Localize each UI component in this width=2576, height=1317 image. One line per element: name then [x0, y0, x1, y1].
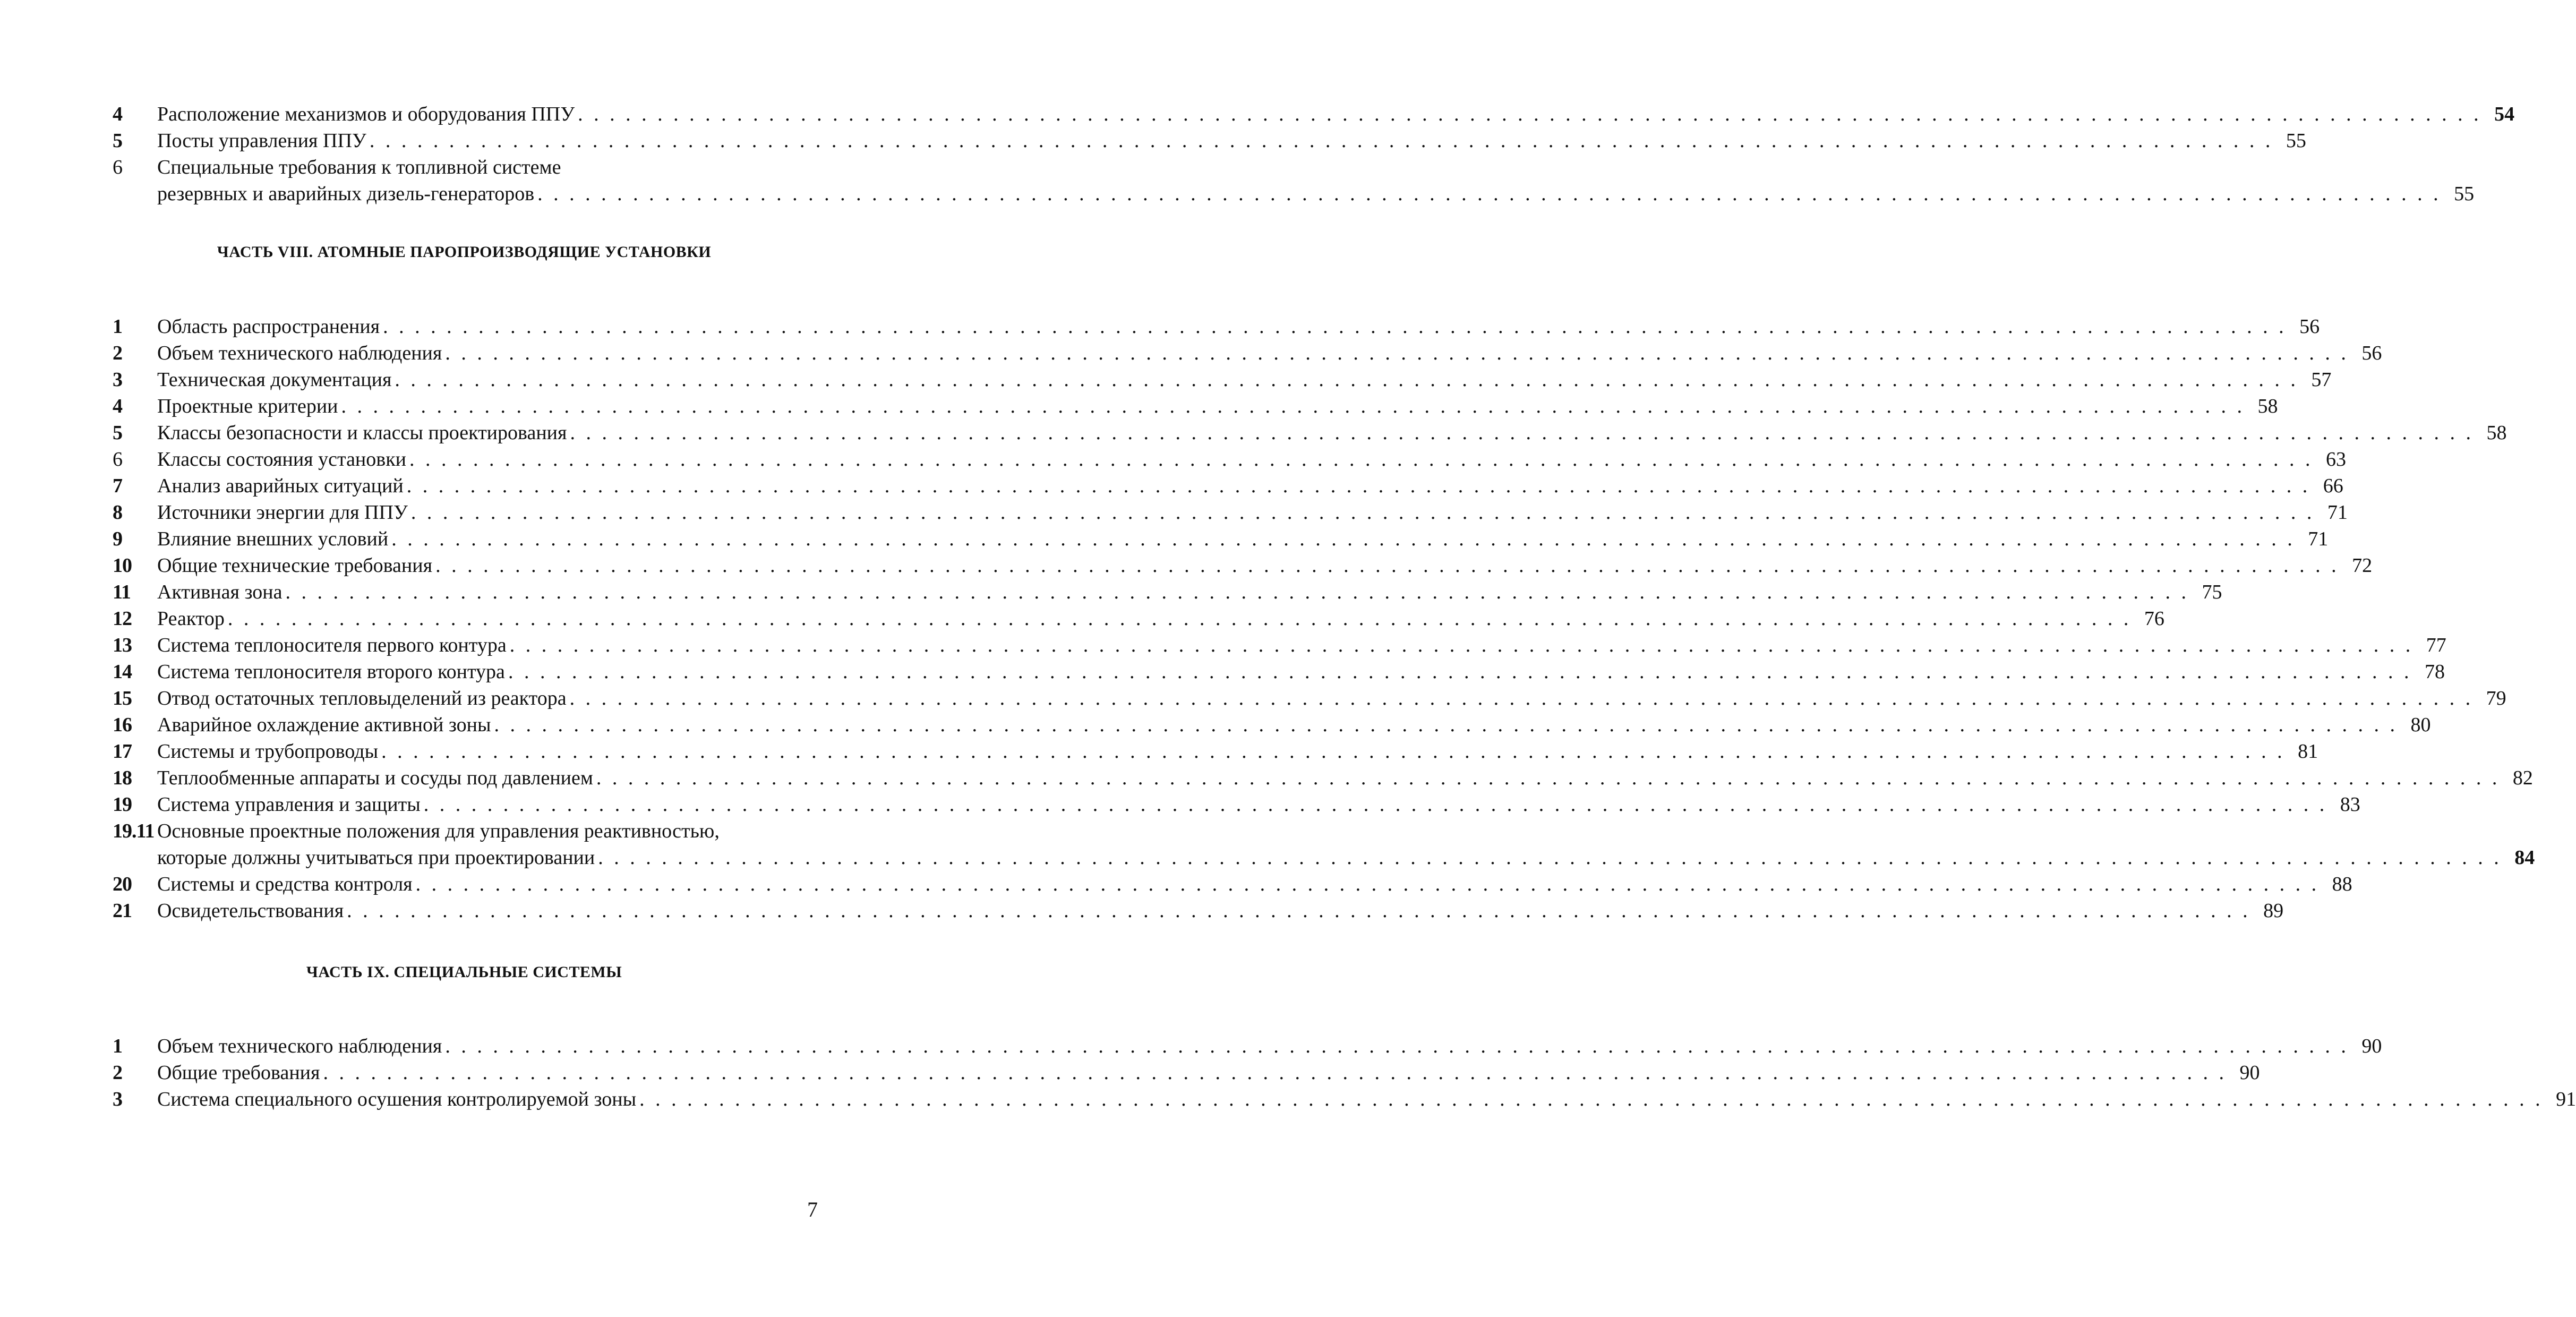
- toc-entry: [113, 526, 2329, 552]
- toc-entry-title-cell: [157, 499, 2315, 526]
- dot-leader: . . . . . . . . . . . . . . . . . . . . . . . . . . . . . . . . . . . . . . . . . . . . . . . . . . . . . . . . . . . . . . . . . . . . . . . . . . . . . . . . . . . . . . . . . . . . . . . . . . . . . . . . . . . . . . . . . . . . . . . .: [406, 475, 2310, 497]
- toc-entry-title: Система специального осушения контролируемой зоны: [157, 1088, 637, 1110]
- toc-entry-title-cell: [157, 181, 2441, 207]
- toc-entry-page: 88: [2332, 873, 2352, 895]
- toc-entry-title: резервных и аварийных дизель-генераторов: [157, 183, 535, 205]
- toc-entry: [113, 154, 819, 181]
- toc-entry-page: 58: [2486, 422, 2507, 444]
- toc-entry: [113, 420, 2507, 446]
- toc-entry-title: Посты управления ППУ: [157, 130, 366, 152]
- toc-entry-page: 56: [2361, 342, 2382, 364]
- toc-entry-page: 63: [2326, 448, 2347, 471]
- toc-entry-title: Аварийное охлаждение активной зоны: [157, 714, 491, 736]
- toc-entry-page: 55: [2454, 183, 2475, 205]
- dot-leader: . . . . . . . . . . . . . . . . . . . . . . . . . . . . . . . . . . . . . . . . . . . . . . . . . . . . . . . . . . . . . . . . . . . . . . . . . . . . . . . . . . . . . . . . . . . . . . . . . . . . . . . . . . . . . . . . . . . . . . . .: [537, 183, 2442, 205]
- dot-leader: . . . . . . . . . . . . . . . . . . . . . . . . . . . . . . . . . . . . . . . . . . . . . . . . . . . . . . . . . . . . . . . . . . . . . . . . . . . . . . . . . . . . . . . . . . . . . . . . . . . . . . . . . . . . . . . . . . . . . . . .: [445, 1035, 2349, 1057]
- toc-entry-title: Системы и трубопроводы: [157, 740, 379, 763]
- toc-entry-number: 5: [113, 422, 122, 444]
- toc-entry-title: Специальные требования к топливной системе: [157, 156, 561, 178]
- toc-entry-page: 90: [2239, 1062, 2260, 1084]
- toc-entry-page: 89: [2263, 900, 2284, 922]
- toc-entry-title: Отвод остаточных тепловыделений из реактора: [157, 687, 567, 709]
- toc-entry-number: 11: [113, 581, 131, 603]
- dot-leader: . . . . . . . . . . . . . . . . . . . . . . . . . . . . . . . . . . . . . . . . . . . . . . . . . . . . . . . . . . . . . . . . . . . . . . . . . . . . . . . . . . . . . . . . . . . . . . . . . . . . . . . . . . . . . . . . . . . . . . . .: [341, 395, 2245, 417]
- dot-leader: . . . . . . . . . . . . . . . . . . . . . . . . . . . . . . . . . . . . . . . . . . . . . . . . . . . . . . . . . . . . . . . . . . . . . . . . . . . . . . . . . . . . . . . . . . . . . . . . . . . . . . . . . . . . . . . . . . . . . . . .: [227, 608, 2132, 630]
- toc-entry-title: Объем технического наблюдения: [157, 342, 442, 364]
- toc-entry-number: 3: [113, 1088, 122, 1110]
- toc-entry-title: Основные проектные положения для управления реактивностью,: [157, 820, 720, 842]
- toc-entry-title-cell: [157, 420, 2474, 446]
- part8-heading: ЧАСТЬ VIII. АТОМНЫЕ ПАРОПРОИЗВОДЯЩИЕ УСТАНОВКИ: [217, 243, 712, 261]
- toc-entry: [113, 552, 2373, 579]
- toc-entry: [113, 1033, 2382, 1059]
- dot-leader: . . . . . . . . . . . . . . . . . . . . . . . . . . . . . . . . . . . . . . . . . . . . . . . . . . . . . . . . . . . . . . . . . . . . . . . . . . . . . . . . . . . . . . . . . . . . . . . . . . . . . . . . . . . . . . . . . . . . . . . .: [410, 501, 2315, 524]
- dot-leader: . . . . . . . . . . . . . . . . . . . . . . . . . . . . . . . . . . . . . . . . . . . . . . . . . . . . . . . . . . . . . . . . . . . . . . . . . . . . . . . . . . . . . . . . . . . . . . . . . . . . . . . . . . . . . . . . . . . . . . . .: [569, 687, 2474, 709]
- toc-entry-title-cell: [157, 154, 786, 181]
- dot-leader: . . . . . . . . . . . . . . . . . . . . . . . . . . . . . . . . . . . . . . . . . . . . . . . . . . . . . . . . . . . . . . . . . . . . . . . . . . . . . . . . . . . . . . . . . . . . . . . . . . . . . . . . . . . . . . . . . . . . . . . .: [391, 528, 2296, 550]
- toc-entry: [113, 844, 2535, 871]
- toc-entry-number: 1: [113, 315, 122, 338]
- toc-entry-number: 4: [113, 395, 122, 417]
- toc-entry-title-cell: [157, 446, 2313, 473]
- toc-entry: [113, 1059, 2260, 1086]
- toc-entry-title-cell: [157, 101, 2481, 127]
- toc-entry-number: 2: [113, 1062, 122, 1084]
- toc-entry-number: 20: [113, 873, 132, 895]
- dot-leader: . . . . . . . . . . . . . . . . . . . . . . . . . . . . . . . . . . . . . . . . . . . . . . . . . . . . . . . . . . . . . . . . . . . . . . . . . . . . . . . . . . . . . . . . . . . . . . . . . . . . . . . . . . . . . . . . . . . . . . . .: [415, 873, 2320, 895]
- toc-block-part8: [113, 313, 2535, 924]
- toc-entry-page: 71: [2327, 501, 2348, 524]
- toc-entry-title-cell: [157, 1059, 2227, 1086]
- toc-entry: [113, 127, 2306, 154]
- toc-entry-page: 72: [2352, 554, 2373, 577]
- toc-entry: [113, 685, 2506, 712]
- toc-entry-page: 76: [2144, 608, 2164, 630]
- toc-entry: [113, 818, 819, 844]
- toc-entry-title: Проектные критерии: [157, 395, 338, 417]
- toc-entry-number: 9: [113, 528, 122, 550]
- toc-entry-number: 19: [113, 793, 132, 816]
- toc-entry-number: 1: [113, 1035, 122, 1057]
- toc-entry-page: 83: [2340, 793, 2360, 816]
- toc-entry-title-cell: [157, 526, 2295, 552]
- dot-leader: . . . . . . . . . . . . . . . . . . . . . . . . . . . . . . . . . . . . . . . . . . . . . . . . . . . . . . . . . . . . . . . . . . . . . . . . . . . . . . . . . . . . . . . . . . . . . . . . . . . . . . . . . . . . . . . . . . . . . . . .: [323, 1062, 2227, 1084]
- toc-entry-page: 57: [2311, 369, 2332, 391]
- toc-entry-title-cell: [157, 685, 2474, 712]
- toc-entry-title-cell: [157, 1033, 2349, 1059]
- toc-entry-page: 55: [2286, 130, 2306, 152]
- toc-entry-title: Область распространения: [157, 315, 380, 338]
- toc-entry-number: 17: [113, 740, 132, 763]
- toc-block-part7-tail: [113, 101, 2515, 207]
- toc-entry: [113, 313, 2320, 340]
- toc-entry: [113, 181, 2475, 207]
- toc-entry: [113, 340, 2382, 366]
- toc-entry-title-cell: [157, 605, 2132, 632]
- toc-entry-number: 19.11: [113, 820, 155, 842]
- toc-entry: [113, 897, 2284, 924]
- toc-entry-title: Расположение механизмов и оборудования ППУ: [157, 103, 575, 125]
- toc-entry-title-cell: [157, 579, 2189, 605]
- toc-entry: [113, 393, 2278, 420]
- dot-leader: . . . . . . . . . . . . . . . . . . . . . . . . . . . . . . . . . . . . . . . . . . . . . . . . . . . . . . . . . . . . . . . . . . . . . . . . . . . . . . . . . . . . . . . . . . . . . . . . . . . . . . . . . . . . . . . . . . . . . . . .: [596, 767, 2500, 789]
- toc-entry-page: 81: [2298, 740, 2318, 763]
- toc-entry-title: Техническая документация: [157, 369, 392, 391]
- toc-entry-number: 6: [113, 448, 122, 471]
- toc-entry-page: 58: [2257, 395, 2278, 417]
- toc-entry-number: 8: [113, 501, 122, 524]
- dot-leader: . . . . . . . . . . . . . . . . . . . . . . . . . . . . . . . . . . . . . . . . . . . . . . . . . . . . . . . . . . . . . . . . . . . . . . . . . . . . . . . . . . . . . . . . . . . . . . . . . . . . . . . . . . . . . . . . . . . . . . . .: [570, 422, 2474, 444]
- toc-entry-title: Реактор: [157, 608, 225, 630]
- dot-leader: . . . . . . . . . . . . . . . . . . . . . . . . . . . . . . . . . . . . . . . . . . . . . . . . . . . . . . . . . . . . . . . . . . . . . . . . . . . . . . . . . . . . . . . . . . . . . . . . . . . . . . . . . . . . . . . . . . . . . . . .: [285, 581, 2189, 603]
- dot-leader: . . . . . . . . . . . . . . . . . . . . . . . . . . . . . . . . . . . . . . . . . . . . . . . . . . . . . . . . . . . . . . . . . . . . . . . . . . . . . . . . . . . . . . . . . . . . . . . . . . . . . . . . . . . . . . . . . . . . . . . .: [347, 900, 2251, 922]
- toc-entry-title-cell: [157, 844, 2502, 871]
- toc-entry: [113, 738, 2318, 765]
- toc-entry-title-cell: [157, 366, 2298, 393]
- toc-entry: [113, 765, 2533, 791]
- toc-entry: [113, 446, 2347, 473]
- toc-entry-title: Системы и средства контроля: [157, 873, 413, 895]
- dot-leader: . . . . . . . . . . . . . . . . . . . . . . . . . . . . . . . . . . . . . . . . . . . . . . . . . . . . . . . . . . . . . . . . . . . . . . . . . . . . . . . . . . . . . . . . . . . . . . . . . . . . . . . . . . . . . . . . . . . . . . . .: [409, 448, 2314, 471]
- dot-leader: . . . . . . . . . . . . . . . . . . . . . . . . . . . . . . . . . . . . . . . . . . . . . . . . . . . . . . . . . . . . . . . . . . . . . . . . . . . . . . . . . . . . . . . . . . . . . . . . . . . . . . . . . . . . . . . . . . . . . . . .: [383, 315, 2287, 338]
- dot-leader: . . . . . . . . . . . . . . . . . . . . . . . . . . . . . . . . . . . . . . . . . . . . . . . . . . . . . . . . . . . . . . . . . . . . . . . . . . . . . . . . . . . . . . . . . . . . . . . . . . . . . . . . . . . . . . . . . . . . . . . .: [423, 793, 2327, 816]
- toc-entry-title: Система управления и защиты: [157, 793, 421, 816]
- toc-entry-number: 16: [113, 714, 132, 736]
- dot-leader: . . . . . . . . . . . . . . . . . . . . . . . . . . . . . . . . . . . . . . . . . . . . . . . . . . . . . . . . . . . . . . . . . . . . . . . . . . . . . . . . . . . . . . . . . . . . . . . . . . . . . . . . . . . . . . . . . . . . . . . .: [508, 661, 2412, 683]
- toc-entry-page: 71: [2308, 528, 2329, 550]
- dot-leader: . . . . . . . . . . . . . . . . . . . . . . . . . . . . . . . . . . . . . . . . . . . . . . . . . . . . . . . . . . . . . . . . . . . . . . . . . . . . . . . . . . . . . . . . . . . . . . . . . . . . . . . . . . . . . . . . . . . . . . . .: [435, 554, 2340, 577]
- toc-entry: [113, 1086, 2576, 1113]
- toc-entry-title-cell: [157, 791, 2327, 818]
- toc-entry-number: 18: [113, 767, 132, 789]
- toc-entry: [113, 791, 2360, 818]
- toc-entry-title-cell: [157, 127, 2273, 154]
- toc-entry-title-cell: [157, 871, 2320, 897]
- toc-entry-title: Классы безопасности и классы проектирования: [157, 422, 567, 444]
- toc-entry-title-cell: [157, 738, 2285, 765]
- toc-entry-page: 82: [2512, 767, 2533, 789]
- toc-entry: [113, 366, 2332, 393]
- toc-entry: [113, 658, 2445, 685]
- toc-entry-title: Влияние внешних условий: [157, 528, 389, 550]
- toc-entry-number: 13: [113, 634, 132, 656]
- dot-leader: . . . . . . . . . . . . . . . . . . . . . . . . . . . . . . . . . . . . . . . . . . . . . . . . . . . . . . . . . . . . . . . . . . . . . . . . . . . . . . . . . . . . . . . . . . . . . . . . . . . . . . . . . . . . . . . . . . . . . . . .: [445, 342, 2349, 364]
- toc-entry-page: 91: [2556, 1088, 2576, 1110]
- toc-entry-page: 79: [2486, 687, 2506, 709]
- toc-entry-title-cell: [157, 393, 2245, 420]
- toc-entry-title-cell: [157, 897, 2250, 924]
- toc-entry: [113, 871, 2352, 897]
- toc-entry-title: Система теплоносителя первого контура: [157, 634, 507, 656]
- page-number: 7: [807, 1198, 818, 1221]
- toc-entry-page: 84: [2514, 846, 2535, 869]
- toc-block-part9: [113, 1033, 2576, 1113]
- toc-entry-title: Анализ аварийных ситуаций: [157, 475, 404, 497]
- dot-leader: . . . . . . . . . . . . . . . . . . . . . . . . . . . . . . . . . . . . . . . . . . . . . . . . . . . . . . . . . . . . . . . . . . . . . . . . . . . . . . . . . . . . . . . . . . . . . . . . . . . . . . . . . . . . . . . . . . . . . . . .: [509, 634, 2414, 656]
- toc-entry-title-cell: [157, 340, 2349, 366]
- toc-entry-title: Общие технические требования: [157, 554, 433, 577]
- toc-entry: [113, 473, 2343, 499]
- toc-entry-page: 75: [2202, 581, 2222, 603]
- toc-entry-number: 21: [113, 900, 132, 922]
- dot-leader: . . . . . . . . . . . . . . . . . . . . . . . . . . . . . . . . . . . . . . . . . . . . . . . . . . . . . . . . . . . . . . . . . . . . . . . . . . . . . . . . . . . . . . . . . . . . . . . . . . . . . . . . . . . . . . . . . . . . . . . .: [381, 740, 2286, 763]
- toc-entry-page: 77: [2426, 634, 2446, 656]
- toc-entry: [113, 605, 2164, 632]
- toc-entry-number: 4: [113, 103, 122, 125]
- dot-leader: . . . . . . . . . . . . . . . . . . . . . . . . . . . . . . . . . . . . . . . . . . . . . . . . . . . . . . . . . . . . . . . . . . . . . . . . . . . . . . . . . . . . . . . . . . . . . . . . . . . . . . . . . . . . . . . . . . . . . . . .: [395, 369, 2299, 391]
- toc-entry-number: 15: [113, 687, 132, 709]
- dot-leader: . . . . . . . . . . . . . . . . . . . . . . . . . . . . . . . . . . . . . . . . . . . . . . . . . . . . . . . . . . . . . . . . . . . . . . . . . . . . . . . . . . . . . . . . . . . . . . . . . . . . . . . . . . . . . . . . . . . . . . . .: [494, 714, 2398, 736]
- toc-entry-title-cell: [157, 765, 2500, 791]
- toc-entry-title: Классы состояния установки: [157, 448, 407, 471]
- toc-entry-title: Система теплоносителя второго контура: [157, 661, 505, 683]
- toc-entry-title: Объем технического наблюдения: [157, 1035, 442, 1057]
- toc-entry: [113, 632, 2446, 658]
- toc-entry-title-cell: [157, 1086, 2543, 1113]
- toc-entry-title: Освидетельствования: [157, 900, 344, 922]
- toc-entry-page: 78: [2424, 661, 2445, 683]
- toc-entry-title: которые должны учитываться при проектировании: [157, 846, 595, 869]
- dot-leader: . . . . . . . . . . . . . . . . . . . . . . . . . . . . . . . . . . . . . . . . . . . . . . . . . . . . . . . . . . . . . . . . . . . . . . . . . . . . . . . . . . . . . . . . . . . . . . . . . . . . . . . . . . . . . . . . . . . . . . . .: [639, 1088, 2544, 1110]
- toc-entry-title-cell: [157, 712, 2398, 738]
- toc-entry-title-cell: [157, 313, 2287, 340]
- toc-entry-number: 14: [113, 661, 132, 683]
- toc-entry-title-cell: [157, 473, 2310, 499]
- dot-leader: . . . . . . . . . . . . . . . . . . . . . . . . . . . . . . . . . . . . . . . . . . . . . . . . . . . . . . . . . . . . . . . . . . . . . . . . . . . . . . . . . . . . . . . . . . . . . . . . . . . . . . . . . . . . . . . . . . . . . . . .: [598, 846, 2502, 869]
- toc-entry-title: Источники энергии для ППУ: [157, 501, 408, 524]
- toc-entry-page: 56: [2299, 315, 2320, 338]
- toc-entry-title: Общие требования: [157, 1062, 320, 1084]
- toc-entry: [113, 101, 2515, 127]
- toc-entry-number: 12: [113, 608, 132, 630]
- dot-leader: . . . . . . . . . . . . . . . . . . . . . . . . . . . . . . . . . . . . . . . . . . . . . . . . . . . . . . . . . . . . . . . . . . . . . . . . . . . . . . . . . . . . . . . . . . . . . . . . . . . . . . . . . . . . . . . . . . . . . . . .: [578, 103, 2482, 125]
- toc-entry-number: 3: [113, 369, 122, 391]
- toc-entry-number: 10: [113, 554, 132, 577]
- toc-entry-title: Теплообменные аппараты и сосуды под давлением: [157, 767, 593, 789]
- toc-entry-number: 5: [113, 130, 122, 152]
- toc-entry-title-cell: [157, 632, 2414, 658]
- toc-entry-title-cell: [157, 658, 2412, 685]
- toc-entry-page: 80: [2410, 714, 2431, 736]
- toc-entry: [113, 712, 2431, 738]
- toc-entry-number: 2: [113, 342, 122, 364]
- toc-entry-page: 90: [2361, 1035, 2382, 1057]
- toc-entry-title: Активная зона: [157, 581, 283, 603]
- toc-entry-page: 66: [2323, 475, 2343, 497]
- toc-entry-page: 54: [2494, 103, 2515, 125]
- toc-entry-title-cell: [157, 552, 2339, 579]
- toc-entry-title-cell: [157, 818, 786, 844]
- part9-heading: ЧАСТЬ IX. СПЕЦИАЛЬНЫЕ СИСТЕМЫ: [306, 963, 622, 981]
- toc-entry-number: 7: [113, 475, 122, 497]
- toc-entry: [113, 579, 2222, 605]
- toc-entry: [113, 499, 2348, 526]
- toc-entry-number: 6: [113, 156, 122, 178]
- dot-leader: . . . . . . . . . . . . . . . . . . . . . . . . . . . . . . . . . . . . . . . . . . . . . . . . . . . . . . . . . . . . . . . . . . . . . . . . . . . . . . . . . . . . . . . . . . . . . . . . . . . . . . . . . . . . . . . . . . . . . . . .: [369, 130, 2273, 152]
